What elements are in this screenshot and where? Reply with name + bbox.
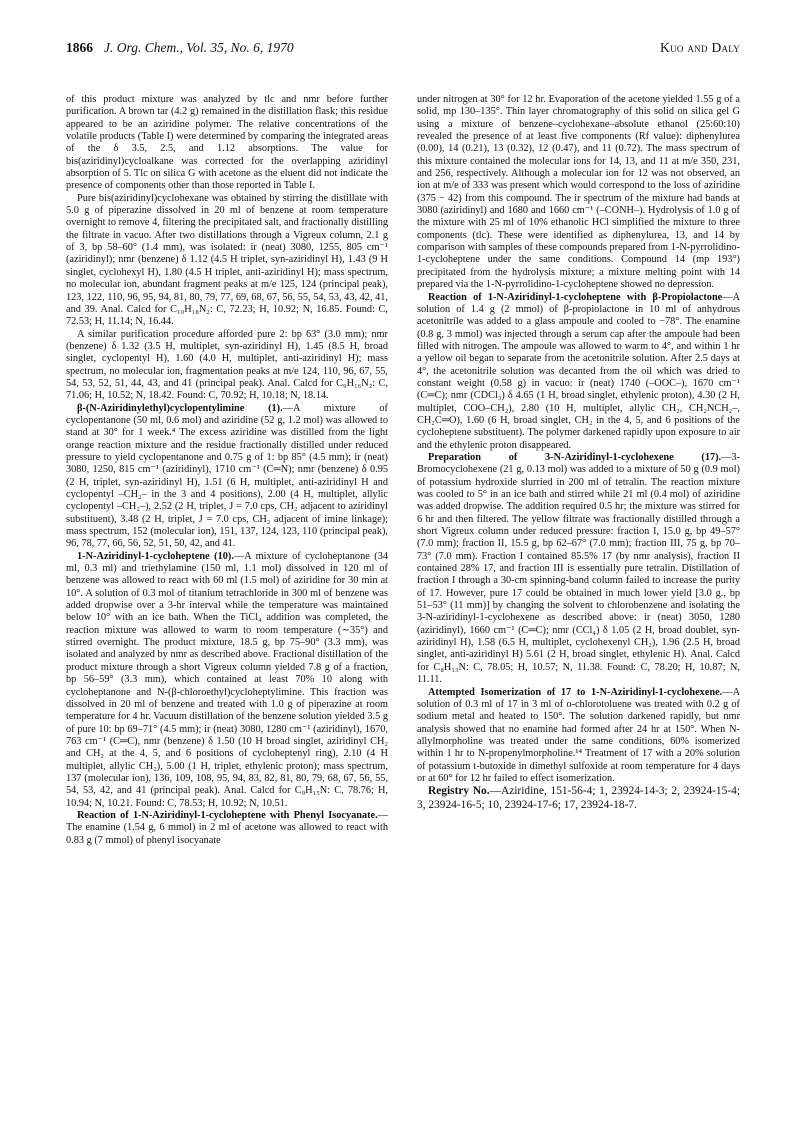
paragraph — [417, 94, 740, 292]
section-heading: 1-N-Aziridinyl-1-cycloheptene (10). — [77, 550, 234, 562]
journal-citation: J. Org. Chem., Vol. 35, No. 6, 1970 — [104, 40, 294, 55]
paragraph-text: —The enamine (1.54 g, 6 mmol) in 2 ml of acetone was allowed to react with 0.83 g (7 mmol) of phenyl isocyanate — [66, 809, 388, 846]
paragraph — [417, 687, 740, 786]
right-column — [417, 94, 740, 812]
paragraph-text: —A mixture of cyclopentanone (50 ml, 0.6 mol) and aziridine (52 g, 1.2 mol) was allowed to stand at 30° for 1 week.⁴ The excess aziridine was distilled from the light orange reaction mixture and the residue fractionally distilled under reduced pressure to yield cyclopentanone and 0.75 g of 1: bp 85° (4.5 mm); ir (neat) 3080, 1250, 815 cm⁻¹ (aziridinyl), 1710 cm⁻¹ (C═N); nmr (benzene) δ 0.95 (2 H, triplet, syn-aziridinyl H), 1.51 (6 H, multiplet, anti-aziridinyl H and cyclopentyl –CH₂– in the 3 and 4 positions), 2.00 (4 H, multiplet, allylic cyclopentyl –CH₂–), 2.52 (2 H, triplet, J = 7.0 cps, CH₂ adjacent to aziridinyl substituent), 3.48 (2 H, triplet, J = 7.0 cps, CH₂ adjacent of imine linkage); mass spectrum, 152 (molecular ion), 151, 137, 124, 123, 110 (principal peak), 96, 78, 77, 66, 56, 52, 51, 50, 42, and 41. — [66, 402, 388, 550]
page-header — [66, 40, 740, 62]
registry-text: —Aziridine, 151-56-4; 1, 23924-14-3; 2, 23924-15-4; 3, 23924-16-5; 10, 23924-17-6; 17, 23924-18-7. — [417, 785, 740, 811]
paragraph — [66, 403, 388, 551]
section-heading: Attempted Isomerization of 17 to 1-N-Aziridinyl-1-cyclohexene. — [428, 686, 723, 698]
paragraph — [66, 193, 388, 329]
running-authors: Kuo and Daly — [660, 40, 740, 55]
paragraph — [417, 452, 740, 687]
paragraph-text: —A solution of 0.3 ml of 17 in 3 ml of o-chlorotoluene was treated with 0.2 g of sodium metal and heated to 150°. The solution darkened rapidly, but nmr analysis showed that no enamine had formed after 24 hr at 150°. When N-allylmorpholine was treated under the same conditions, 60% isomerized within 1 hr to N-propenylmorpholine.¹⁴ Treatment of 17 with a 20% solution of potassium t-butoxide in dimethyl sulfoxide at room temperature for 4 days or at 60° for 12 hr failed to effect isomerization. — [417, 686, 740, 784]
section-heading: β-(N-Aziridinylethyl)cyclopentylimine (1). — [77, 402, 283, 414]
paragraph-text: of this product mixture was analyzed by tlc and nmr before further purification. A brown tar (4.2 g) remained in the distillation flask; this residue appeared to be an aziridine polymer. The relative concentrations of the volatile products (Table I) were determined by comparing the integrated areas of the δ 3.5, 2.5, and 1.12 absorptions. The value for bis(aziridinyl)cycloalkane was corrected for the overlapping aziridinyl absorption of 5. Tlc on silica G with acetone as the eluent did not indicate the presence of components other than those reported in Table I. — [66, 94, 388, 192]
page-number: 1866 — [66, 40, 93, 55]
paragraph — [66, 810, 388, 847]
paragraph — [66, 94, 388, 193]
paragraph-text: —A mixture of cycloheptanone (34 ml, 0.3 ml) and triethylamine (150 ml, 1.1 mol) dissolved in 120 ml of benzene was allowed to react with 60 ml (1.5 mol) of aziridine for 30 min at 10°. A solution of 0.3 mol of titanium tetrachloride in 300 ml of benzene was added dropwise over a 3-hr interval while the temperature was maintained below 10° with an ice bath. When the TiCl₄ addition was completed, the reaction mixture was allowed to warm to room temperature (∼35°) and stirred overnight. The product mixture, 18.5 g, bp 75–90° (3.3 mm), was isolated and analyzed by nmr as described above. Fractional distillation of the product mixture through a short Vigreux column yielded 7.8 g of a fraction, bp 56–59° (3.3 mm), which contained at least 70% 10 along with cycloheptanone and N-(β-chloroethyl)cycloheptylimine. This fraction was dissolved in 20 ml of benzene and treated with 1.0 g of piperazine at room temperature for 4 hr. Vacuum distillation of the benzene solution yielded 3.5 g of pure 10: bp 69–71° (4.5 mm); ir (neat) 3080, 1280 cm⁻¹ (aziridinyl), 1670, 763 cm⁻¹ (C═C), nmr (benzene) δ 1.50 (10 H broad singlet, aziridinyl CH₂ and CH₂ at the 4, 5, and 6 positions of cycloheptenyl ring), 2.10 (4 H multiplet, allylic CH₂), 5.00 (1 H, triplet, ethylenic proton); mass spectrum, 137 (molecular ion), 136, 109, 108, 95, 94, 83, 82, 81, 80, 79, 68, 67, 56, 55, 54, 53, 42, and 41 (principal peak). Anal. Calcd for C₉H₁₅N: C, 78.76; H, 10.94; N, 10.21. Found: C, 78.53; H, 10.92; N, 10.51. — [66, 550, 389, 809]
paragraph — [417, 292, 740, 452]
registry-label: Registry No. — [428, 785, 490, 798]
section-heading: Reaction of 1-N-Aziridinyl-1-cycloheptene with Phenyl Isocyanate. — [77, 809, 378, 821]
paragraph-text: —A solution of 1.4 g (2 mmol) of β-propiolactone in 10 ml of anhydrous acetonitrile was added to a glass ampoule and cooled to −78°. The enamine (0.8 g, 3 mmol) was injected through a serum cap after the ampoule had been filled with nitrogen. The ampoule was allowed to warm to 4°, and within 1 hr a yellow oil began to separate from the acetonitrile solution. After 2.5 days at 4°, the acetonitrile solution was decanted from the oil which was dried to constant weight (0.58 g) in vacuo: ir (neat) 1740 (–OOC–), 1670 cm⁻¹ (C═C); nmr (CDCl₃) δ 4.65 (1 H, broad singlet, ethylenic proton), 4.30 (2 H, multiplet, COO–CH₂), 2.80 (10 H, multiplet, allylic CH₂, CH₂NCH₂–, CH₂C═O), 1.60 (6 H, broad singlet, CH₂ in the 4, 5, and 6 positions of the cycloheptene substituent). The polymer darkened rapidly upon exposure to air and the ethylenic proton disappeared. — [417, 291, 740, 451]
section-heading: Reaction of 1-N-Aziridinyl-1-cycloheptene with β-Propiolactone — [428, 291, 723, 303]
paragraph-text: A similar purification procedure afforded pure 2: bp 63° (3.0 mm); nmr (benzene) δ 1.32 (3.5 H, multiplet, syn-aziridinyl H), 1.45 (8.5 H, broad singlet, cyclopentyl H), 1.60 (4.0 H, multiplet, anti-aziridinyl H); mass spectrum, no molecular ion, fragmentation peaks at m/e 124, 110, 96, 67, 55, 54, 53, 52, 51, 44, 43, and 41 (principal peak). Anal. Calcd for C₉H₁₆N₂: C, 71.06; H, 10.52; N, 18.42. Found: C, 70.92; H, 10.18; N, 18.14. — [66, 328, 388, 402]
section-heading: Preparation of 3-N-Aziridinyl-1-cyclohexene (17). — [428, 451, 722, 463]
paragraph-text: under nitrogen at 30° for 12 hr. Evaporation of the acetone yielded 1.55 g of a solid, mp 130–135°. Thin layer chromatography of this solid on silica gel G using a mixture of benzene–cyclohexane–absolute ethanol (25:60:10) revealed the presence of at least five components (Rf value): diphenylurea (0.00), 14 (0.21), 13 (0.32), 12 (0.47), and 11 (0.72). The mass spectrum of this mixture contained the molecular ions for 14, 13, and 11 at m/e 350, 231, and 256, respectively. Although a molecular ion for 12 was not observed, an ion at m/e of 333 was present which would correspond to the loss of aziridine (375 − 42) from this compound. The ir spectrum of the mixture had bands at 3080 (aziridinyl) and 1680 and 1660 cm⁻¹ (–CONH–). Hydrolysis of 1.0 g of the mixture with 25 ml of 10% ethanolic HCl simplified the mixture to three components (tlc). These were identified as diphenylurea, 13, and 14 by comparison with samples of these compounds prepared from 1-N-pyrrolidino-1-cycloheptene under the same conditions. Compound 14 (mp 193°) precipitated from the hydrolysis mixture; a mixture melting point with 14 prepared via the 1-N-pyrrolidino-1-cycloheptene showed no depression. — [417, 94, 740, 291]
paragraph-text: Pure bis(aziridinyl)cyclohexane was obtained by stirring the distillate with 5.0 g of piperazine dissolved in 20 ml of benzene at room temperature overnight to remove 4, filtering the precipitated salt, and fractionally distilling the filtrate in vacuo. After two distillations through a Vigreux column, 2.1 g of 3, bp 58–60° (1.4 mm), was isolated: ir (neat) 3080, 1255, 805 cm⁻¹ (aziridinyl); nmr (benzene) δ 1.12 (4.5 H triplet, syn-aziridinyl H), 1.43 (9 H singlet, cyclohexyl H), 1.80 (4.5 H triplet, anti-aziridinyl H); mass spectrum, no molecular ion, abundant fragment peaks at m/e 125, 124 (principal peak), 123, 122, 110, 96, 95, 94, 81, 80, 79, 77, 69, 68, 67, 56, 55, 54, 53, 43, 42, 41, and 39. Anal. Calcd for C₁₀H₁₈N₂: C, 72.23; H, 10.92; N, 16.85. Found: C, 72.53; H, 11.14; N, 16.44. — [66, 192, 388, 328]
paragraph — [66, 329, 388, 403]
left-column — [66, 94, 388, 847]
paragraph-text: —3-Bromocyclohexene (21 g, 0.13 mol) was added to a mixture of 50 g (0.9 mol) of potassium hydroxide slurried in 200 ml of tetralin. The reaction mixture was cooled to 5° in an ice bath and stirred while 21 ml (0.4 mol) of aziridine was added dropwise. The addition required 0.5 hr; the mixture was stirred for 6 hr and then filtered. The yellow filtrate was fractionally distilled through a short Vigreux column under reduced pressure: fraction I, 15.0 g, bp 49–57° (7.0 mm); fraction II, 15.5 g, bp 62–67° (7.0 mm); fraction III, 75 g, bp 70–73° (7.0 mm). Fraction I contained 85.5% 17 (by nmr analysis), fraction II contained 28% 17, and fraction III is essentially pure tetralin. Distillation of fraction I through a 30-cm spinning-band column failed to increase the purity of 17. However, pure 17 could be obtained in much lower yield [3.0 g., bp 51–53° (11 mm)] by changing the solvent to chlorobenzene and isolating the 3-N-aziridinyl-1-cyclohexene as described above: ir (neat) 3050, 1280 (aziridinyl), 1660 cm⁻¹ (C═C); nmr (CCl₄) δ 1.05 (2 H, broad doublet, syn-aziridinyl H), 1.58 (6.5 H, multiplet, cyclohexenyl CH₂), 1.96 (2.5 H, broad singlet, anti-aziridinyl H) 5.61 (2 H, broad singlet, ethylenic H). Anal. Calcd for C₈H₁₃N: C, 78.05; H, 10.57; N, 11.38. Found: C, 78.20; H, 10.87; N, 11.11. — [417, 451, 740, 686]
paragraph — [66, 551, 388, 810]
registry-numbers — [417, 785, 740, 812]
